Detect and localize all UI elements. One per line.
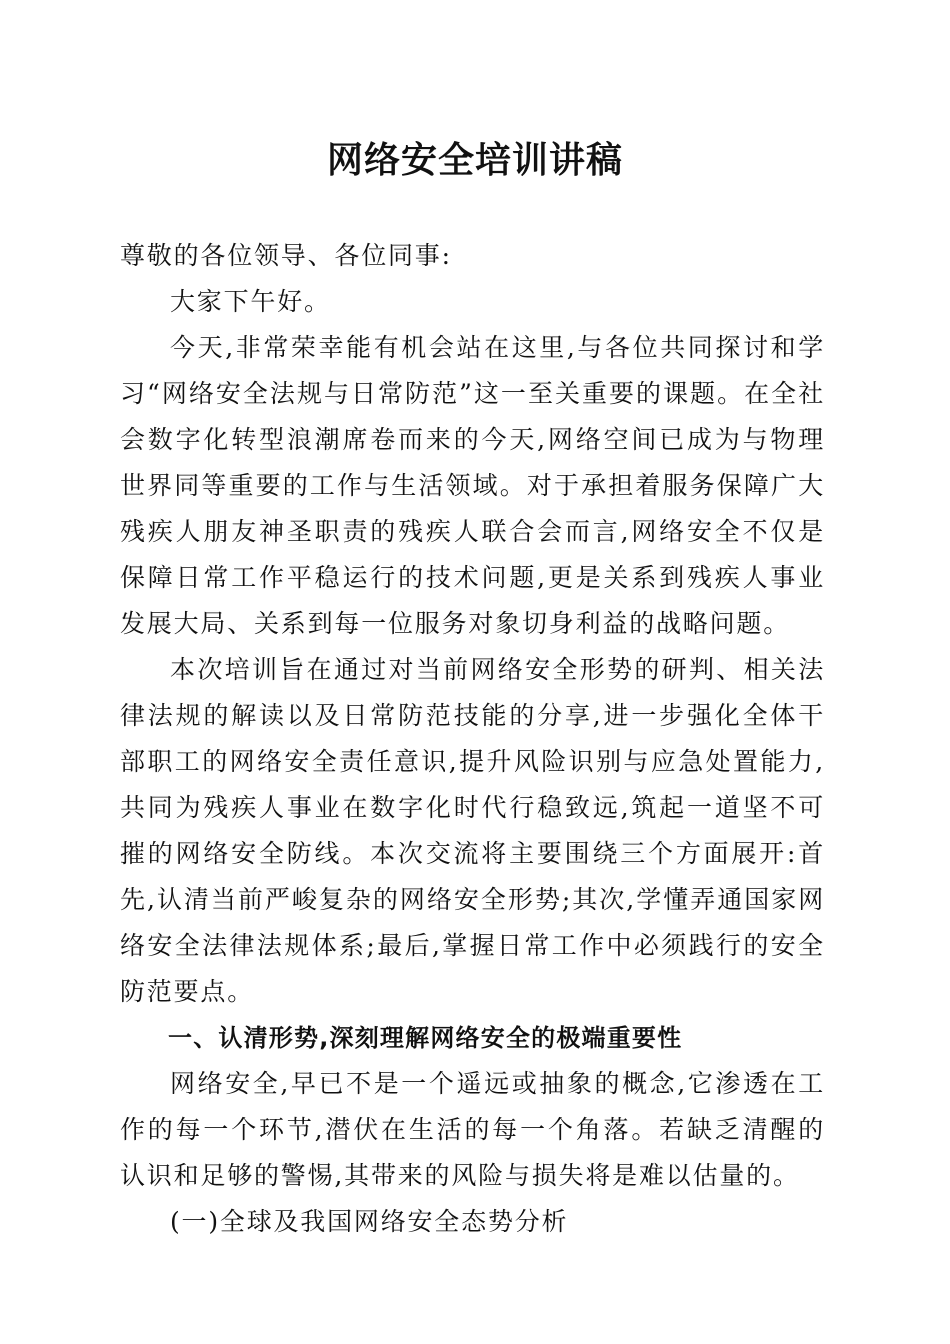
subsection-heading: (一)全球及我国网络安全态势分析 <box>170 1207 569 1236</box>
document-title: 网络安全培训讲稿 <box>326 140 623 181</box>
section-heading: 一、认清形势,深刻理解网络安全的极端重要性 <box>168 1024 683 1052</box>
document-body <box>120 233 825 1245</box>
greeting: 大家下午好。 <box>170 287 331 316</box>
section-paragraph: 网络安全,早已不是一个遥远或抽象的概念,它渗透在工作的每一个环节,潜伏在生活的每一个角落。若缺乏清醒的认识和足够的警惕,其带来的风险与损失将是难以估量的。 <box>120 1069 825 1190</box>
purpose-paragraph: 本次培训旨在通过对当前网络安全形势的研判、相关法律法规的解读以及日常防范技能的分享,进一步强化全体干部职工的网络安全责任意识,提升风险识别与应急处置能力,共同为残疾人事业在数字化时代行稳致远,筑起一道坚不可摧的网络安全防线。本次交流将主要围绕三个方面展开:首先,认清当前严峻复杂的网络安全形势;其次,学懂弄通国家网络安全法律法规体系;最后,掌握日常工作中必须践行的安全防范要点。 <box>120 655 825 1006</box>
salutation: 尊敬的各位领导、各位同事: <box>120 241 452 270</box>
intro-paragraph: 今天,非常荣幸能有机会站在这里,与各位共同探讨和学习“网络安全法规与日常防范”这一至关重要的课题。在全社会数字化转型浪潮席卷而来的今天,网络空间已成为与物理世界同等重要的工作与生活领域。对于承担着服务保障广大残疾人朋友神圣职责的残疾人联合会而言,网络安全不仅是保障日常工作平稳运行的技术问题,更是关系到残疾人事业发展大局、关系到每一位服务对象切身利益的战略问题。 <box>120 333 825 638</box>
